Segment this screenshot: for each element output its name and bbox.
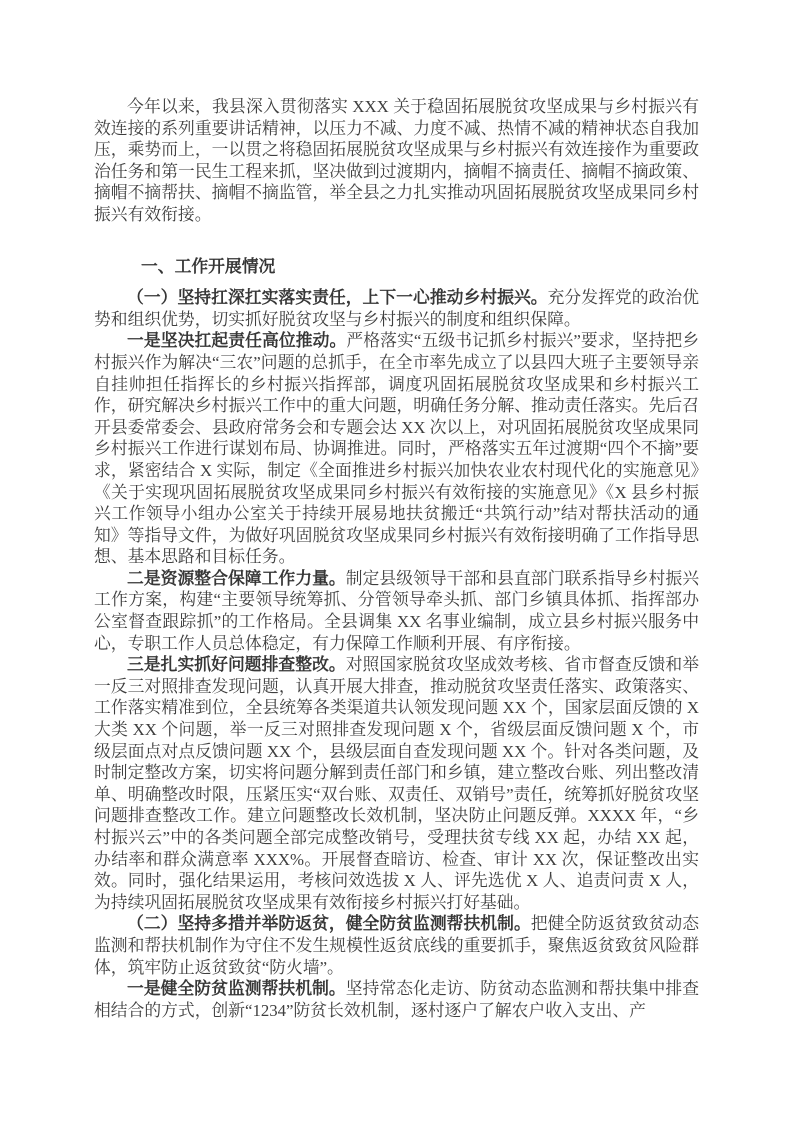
intro-paragraph <box>94 96 699 226</box>
body-text: 坚持常态化走访、防贫动态监测和帮扶集中排查相结合的方式，创新“1234”防贫长效机制，逐村逐户了解农户收入支出、产 <box>94 979 699 1020</box>
para-1-1-point-3 <box>94 654 699 913</box>
para-1-2-anti-poverty-return <box>94 913 699 978</box>
bold-lead-text: 一、工作开展情况 <box>141 256 276 276</box>
body-text: 严格落实“五级书记抓乡村振兴”要求，坚持把乡村振兴作为解决“三农”问题的总抓手，在全市率先成立了以县四大班子主要领导亲自挂帅担任指挥长的乡村振兴指挥部，调度巩固拓展脱贫攻坚成果和乡村振兴工作，研究解决乡村振兴工作中的重大问题，明确任务分解、推动责任落实。先后召开县委常委会、县政府常务会和专题会达 XX 次以上，对巩固拓展脱贫攻坚成果同乡村振兴工作进行谋划布局、协调推进。同时，严格落实五年过渡期“四个不摘”要求，紧密结合 X 实际，制定《全面推进乡村振兴加快农业农村现代化的实施意见》《关于实现巩固拓展脱贫攻坚成果同乡村振兴有效衔接的实施意见》《X 县乡村振兴工作领导小组办公室关于持续开展易地扶贫搬迁“共筑行动”结对帮扶活动的通知》等指导文件，为做好巩固脱贫攻坚成果同乡村振兴有效衔接明确了工作指导思想、基本思路和目标任务。 <box>94 331 699 567</box>
bold-lead-text: 一是坚决扛起责任高位推动。 <box>127 331 347 351</box>
bold-lead-text: 二是资源整合保障工作力量。 <box>127 568 346 588</box>
body-text: 对照国家脱贫攻坚成效考核、省市督查反馈和举一反三对照排查发现问题，认真开展大排查，推动脱贫攻坚责任落实、政策落实、工作落实精准到位，全县统筹各类渠道共认领发现问题 XX 个，国家层面反馈的 X 大类 XX 个问题，举一反三对照排查发现问题 X 个，省级层面反馈问题 X 个，市级层面点对点反馈问题 XX 个，县级层面自查发现问题 XX 个。针对各类问题，及时制定整改方案，切实将问题分解到责任部门和乡镇，建立整改台账、列出整改清单、明确整改时限，压紧压实“双台账、双责任、双销号”责任，统筹抓好脱贫攻坚问题排查整改工作。建立问题整改长效机制，坚决防止问题反弹。XXXX 年，“乡村振兴云”中的各类问题全部完成整改销号，受理扶贫专线 XX 起，办结 XX 起，办结率和群众满意率 XXX%。开展督查暗访、检查、审计 XX 次，保证整改出实效。同时，强化结果运用，考核问效选拔 X 人、评先选优 X 人、追责问责 X 人，为持续巩固拓展脱贫攻坚成果有效衔接乡村振兴打好基础。 <box>94 655 699 912</box>
para-1-1-point-2 <box>94 568 699 654</box>
document-body <box>94 96 699 1021</box>
bold-lead-text: 一是健全防贫监测帮扶机制。 <box>127 979 346 999</box>
body-text: 把健全防返贫致贫动态监测和帮扶机制作为守住不发生规模性返贫底线的重要抓手，聚焦返贫致贫风险群体，筑牢防止返贫致贫“防火墙”。 <box>94 914 699 977</box>
para-1-2-point-1 <box>94 978 699 1021</box>
body-text: 充分发挥党的政治优势和组织优势，切实抓好脱贫攻坚与乡村振兴的制度和组织保障。 <box>94 288 699 329</box>
bold-lead-text: 三是扎实抓好问题排查整改。 <box>127 655 346 675</box>
body-text: 制定县级领导干部和县直部门联系指导乡村振兴工作方案，构建“主要领导统筹抓、分管领导牵头抓、部门乡镇具体抓、指挥部办公室督查跟踪抓”的工作格局。全县调集 XX 名事业编制，成立县乡村振兴服务中心，专职工作人员总体稳定，有力保障工作顺利开展、有序衔接。 <box>94 568 699 653</box>
section-1-heading <box>94 256 699 278</box>
bold-lead-text: （二）坚持多措并举防返贫，健全防贫监测帮扶机制。 <box>127 914 531 934</box>
para-1-1-responsibility <box>94 287 699 330</box>
para-1-1-point-1 <box>94 330 699 568</box>
bold-lead-text: （一）坚持扛深扛实落实责任，上下一心推动乡村振兴。 <box>127 288 548 308</box>
body-text: 今年以来，我县深入贯彻落实 XXX 关于稳固拓展脱贫攻坚成果与乡村振兴有效连接的系列重要讲话精神，以压力不减、力度不减、热情不减的精神状态自我加压，乘势而上，一以贯之将稳固拓展脱贫攻坚成果与乡村振兴有效连接作为重要政治任务和第一民生工程来抓，坚决做到过渡期内，摘帽不摘责任、摘帽不摘政策、摘帽不摘帮扶、摘帽不摘监管，举全县之力扎实推动巩固拓展脱贫攻坚成果同乡村振兴有效衔接。 <box>94 97 699 224</box>
